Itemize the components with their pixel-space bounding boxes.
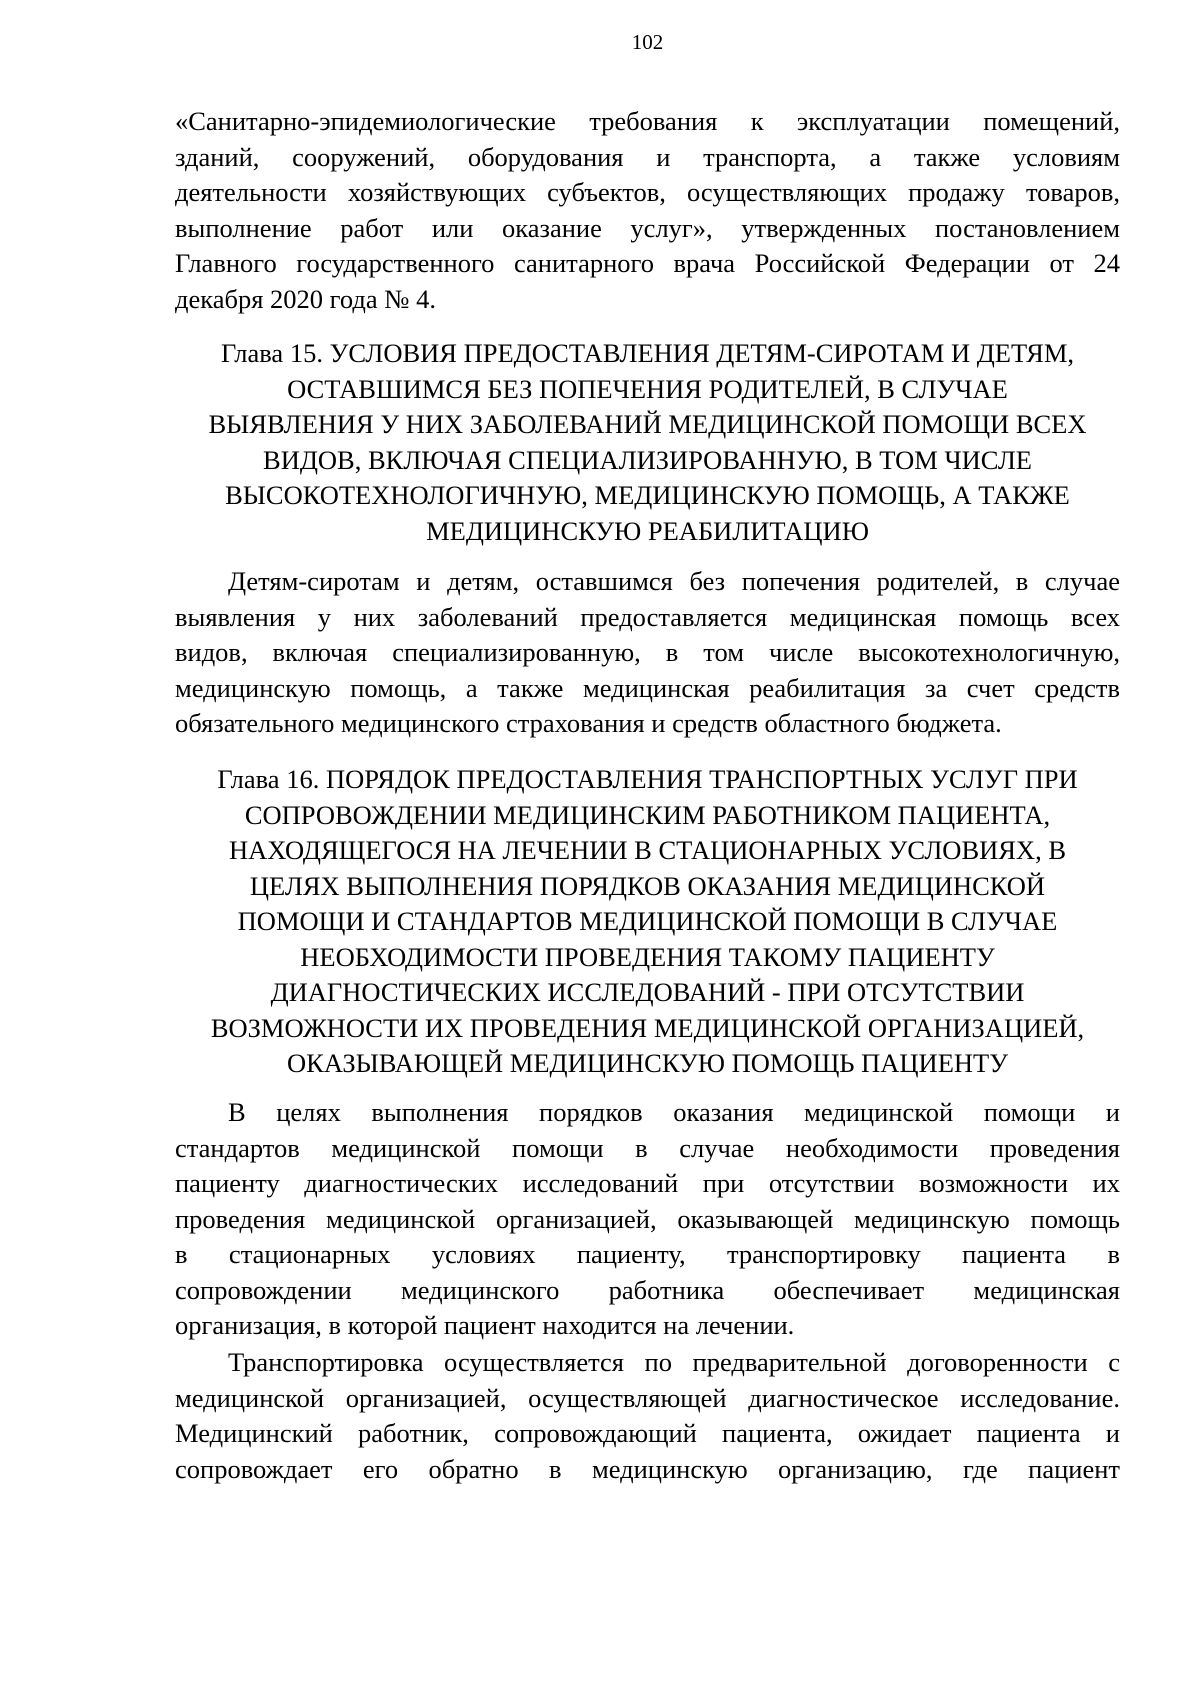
paragraph-line: стандартов медицинской помощи в случае необходимости проведения [175, 1132, 1120, 1163]
paragraph-line: сопровождении медицинского работника обеспечивает медицинская [175, 1274, 1120, 1305]
paragraph-line: Детям-сиротам и детям, оставшимся без попечения родителей, в случае [228, 566, 1120, 596]
heading-line: НАХОДЯЩЕГОСЯ НА ЛЕЧЕНИИ В СТАЦИОНАРНЫХ УСЛОВИЯХ, В [228, 835, 1066, 865]
heading-line: Глава 15. УСЛОВИЯ ПРЕДОСТАВЛЕНИЯ ДЕТЯМ-СИРОТАМ И ДЕТЯМ, [220, 338, 1075, 368]
intro-line: выполнение работ или оказание услуг», утвержденных постановлением [175, 212, 1120, 243]
heading-line: ОСТАВШИМСЯ БЕЗ ПОПЕЧЕНИЯ РОДИТЕЛЕЙ, В СЛУЧАЕ [287, 373, 1008, 404]
heading-line: ВИДОВ, ВКЛЮЧАЯ СПЕЦИАЛИЗИРОВАННУЮ, В ТОМ ЧИСЛЕ [263, 444, 1032, 475]
intro-paragraph [175, 104, 1120, 317]
intro-line: деятельности хозяйствующих субъектов, осуществляющих продажу товаров, [175, 177, 1120, 207]
paragraph-line: Транспортировка осуществляется по предварительной договоренности с [228, 1347, 1120, 1377]
intro-line: Главного государственного санитарного врача Российской Федерации от 24 [175, 248, 1120, 278]
heading-line: НЕОБХОДИМОСТИ ПРОВЕДЕНИЯ ТАКОМУ ПАЦИЕНТУ [300, 941, 995, 972]
paragraph-line: видов, включая специализированную, в том числе высокотехнологичную, [175, 637, 1120, 667]
paragraph-line: проведения медицинской организацией, оказывающей медицинскую помощь [175, 1203, 1120, 1234]
chapter-15-paragraph [175, 564, 1120, 742]
heading-line: ОКАЗЫВАЮЩЕЙ МЕДИЦИНСКУЮ ПОМОЩЬ ПАЦИЕНТУ [287, 1048, 1008, 1078]
document-page [175, 0, 1120, 1696]
intro-line: «Санитарно-эпидемиологические требования к эксплуатации помещений, [175, 106, 1120, 136]
paragraph-line: организация, в которой пациент находится на лечении. [175, 1310, 795, 1340]
heading-line: ВОЗМОЖНОСТИ ИХ ПРОВЕДЕНИЯ МЕДИЦИНСКОЙ ОРГАНИЗАЦИЕЙ, [210, 1012, 1085, 1043]
paragraph-line: В целях выполнения порядков оказания медицинской помощи и [228, 1097, 1120, 1127]
heading-line: СОПРОВОЖДЕНИИ МЕДИЦИНСКИМ РАБОТНИКОМ ПАЦИЕНТА, [244, 799, 1051, 830]
chapter-15-heading [165, 336, 1130, 549]
heading-line: МЕДИЦИНСКУЮ РЕАБИЛИТАЦИЮ [426, 515, 869, 546]
intro-line: декабря 2020 года № 4. [175, 283, 437, 314]
paragraph-line: обязательного медицинского страхования и средств областного бюджета. [175, 708, 1002, 738]
heading-line: Глава 16. ПОРЯДОК ПРЕДОСТАВЛЕНИЯ ТРАНСПОРТНЫХ УСЛУГ ПРИ [217, 764, 1078, 794]
heading-line: ДИАГНОСТИЧЕСКИХ ИССЛЕДОВАНИЙ - ПРИ ОТСУТСТВИИ [270, 977, 1025, 1007]
paragraph-line: Медицинский работник, сопровождающий пациента, ожидает пациента и [175, 1418, 1120, 1448]
chapter-16-heading [165, 762, 1130, 1082]
heading-line: ЦЕЛЯХ ВЫПОЛНЕНИЯ ПОРЯДКОВ ОКАЗАНИЯ МЕДИЦИНСКОЙ [249, 870, 1046, 901]
heading-line: ВЫЯВЛЕНИЯ У НИХ ЗАБОЛЕВАНИЙ МЕДИЦИНСКОЙ ПОМОЩИ ВСЕХ [208, 409, 1087, 439]
paragraph-line: медицинской организацией, осуществляющей диагностическое исследование. [175, 1382, 1120, 1413]
intro-line: зданий, сооружений, оборудования и транспорта, а также условиям [175, 141, 1120, 172]
paragraph-line: пациенту диагностических исследований при отсутствии возможности их [175, 1168, 1120, 1198]
heading-line: ПОМОЩИ И СТАНДАРТОВ МЕДИЦИНСКОЙ ПОМОЩИ В СЛУЧАЕ [237, 906, 1058, 936]
chapter-16-paragraph-2 [175, 1345, 1120, 1487]
chapter-16-paragraph-1 [175, 1095, 1120, 1344]
paragraph-line: в стационарных условиях пациенту, транспортировку пациента в [175, 1239, 1120, 1269]
paragraph-line: медицинскую помощь, а также медицинская реабилитация за счет средств [175, 672, 1120, 703]
page-number: 102 [631, 30, 664, 54]
heading-line: ВЫСОКОТЕХНОЛОГИЧНУЮ, МЕДИЦИНСКУЮ ПОМОЩЬ, А ТАКЖЕ [225, 480, 1070, 510]
paragraph-line: выявления у них заболеваний предоставляется медицинская помощь всех [175, 601, 1120, 632]
paragraph-line: сопровождает его обратно в медицинскую организацию, где пациент [175, 1453, 1120, 1484]
